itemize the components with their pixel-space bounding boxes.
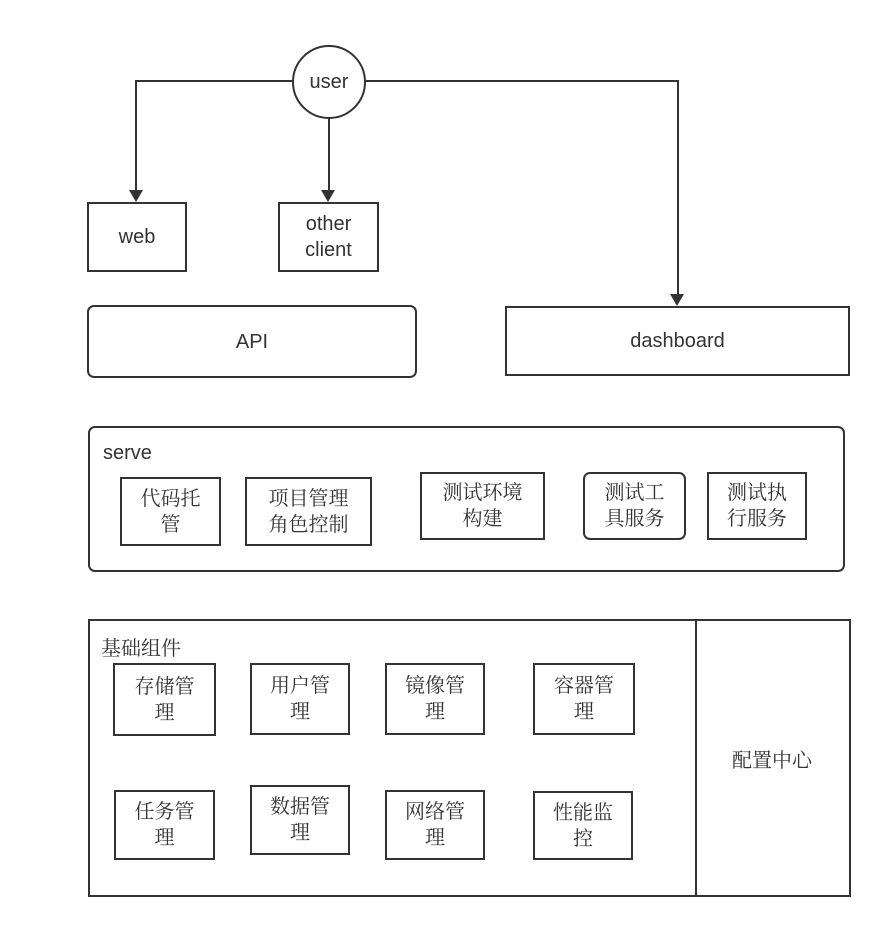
connector-user-dashboard-horizontal — [366, 80, 678, 82]
box-data-mgmt — [250, 785, 350, 855]
box-label-line: 具服务 — [604, 508, 665, 530]
box-label-line: client — [305, 239, 352, 261]
box-label-line: 测试环境 — [442, 482, 523, 504]
box-label-line: 理 — [574, 701, 594, 723]
box-label-line: 容器管 — [554, 675, 614, 697]
box-label-line: 性能监 — [553, 801, 613, 824]
box-label-line: 用户管 — [270, 675, 330, 697]
box-label-line: 理 — [154, 701, 175, 724]
box-label-line: 存储管 — [134, 675, 195, 698]
box-label-line: 网络管 — [405, 801, 465, 823]
box-network-mgmt — [385, 790, 485, 860]
box-label-line: 项目管理 — [268, 487, 349, 510]
box-user-mgmt — [250, 663, 350, 735]
box-label-line: other — [305, 213, 352, 235]
box-label-line: 管 — [160, 513, 181, 536]
serve-box-project-role-mgmt — [245, 477, 372, 546]
box-label-line: 角色控制 — [268, 513, 349, 536]
connector-user-dashboard-vertical — [677, 80, 679, 294]
box-image-mgmt — [385, 663, 485, 735]
box-label-line: 控 — [573, 827, 593, 850]
connector-user-web-horizontal — [136, 80, 292, 82]
serve-box-code-hosting — [120, 477, 221, 546]
connector-user-otherclient-vertical — [328, 118, 330, 192]
other-client-box — [278, 202, 379, 272]
box-label-line: 构建 — [462, 508, 503, 530]
box-label-line: 理 — [154, 827, 175, 849]
box-label-line: 任务管 — [134, 801, 195, 823]
config-center-label: 配置中心 — [732, 749, 812, 772]
box-label-line: 理 — [290, 701, 310, 723]
box-label-line: 代码托 — [140, 487, 201, 510]
box-label-line: 理 — [425, 827, 445, 849]
dashboard-box: dashboard — [505, 306, 850, 376]
box-label-line: 理 — [290, 822, 310, 844]
box-storage-mgmt — [113, 663, 216, 736]
foundation-title: 基础组件 — [101, 638, 181, 660]
box-label-line: 理 — [425, 701, 445, 723]
serve-box-test-env-build — [420, 472, 545, 540]
box-label-line: 数据管 — [270, 796, 330, 818]
box-label-line: 测试工 — [604, 482, 665, 504]
box-label-line: 测试执 — [727, 482, 787, 504]
serve-container — [88, 426, 845, 572]
box-container-mgmt — [533, 663, 635, 735]
box-label-line: 行服务 — [727, 508, 787, 530]
box-task-mgmt — [114, 790, 215, 860]
user-node: user — [292, 45, 366, 119]
arrowhead-web-icon — [129, 190, 143, 202]
api-box: API — [87, 305, 417, 378]
box-label-line: 镜像管 — [405, 675, 465, 697]
web-box: web — [87, 202, 187, 272]
serve-box-test-tool-service — [583, 472, 686, 540]
foundation-container — [88, 619, 851, 897]
box-perf-monitor — [533, 791, 633, 860]
serve-title: serve — [103, 442, 152, 464]
serve-box-test-exec-service — [707, 472, 807, 540]
connector-user-web-vertical — [135, 80, 137, 192]
arrowhead-dashboard-icon — [670, 294, 684, 306]
arrowhead-other-client-icon — [321, 190, 335, 202]
config-center-column — [695, 621, 849, 895]
